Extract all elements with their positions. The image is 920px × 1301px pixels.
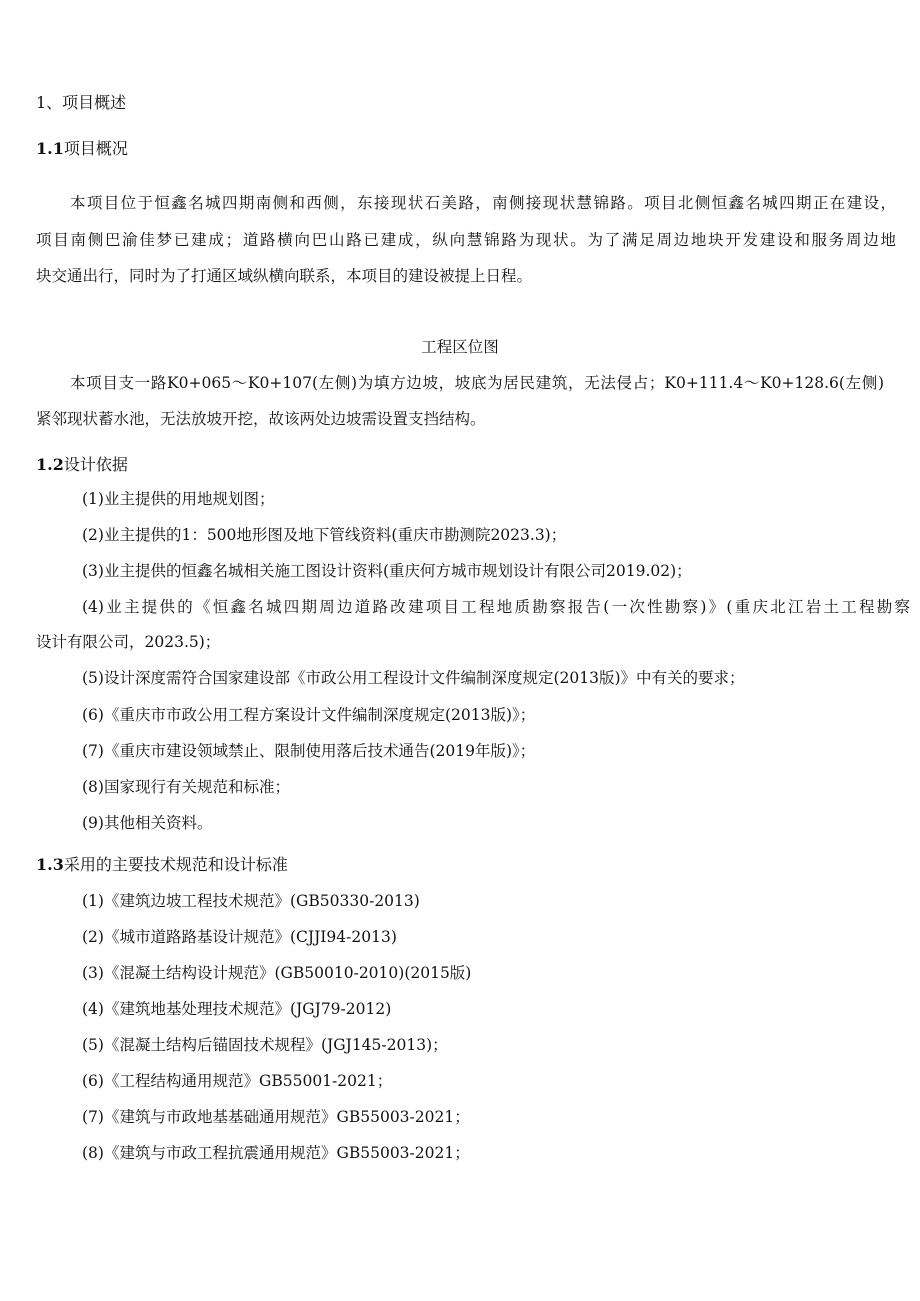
basis-item-3: (3)业主提供的恒鑫名城相关施工图设计资料(重庆何方城市规划设计有限公司2019.02)； [82,562,692,580]
basis-item-4-line2: 设计有限公司，2023.5)； [36,633,221,651]
standard-item-8: (8)《建筑与市政工程抗震通用规范》GB55003-2021； [82,1144,470,1162]
standard-item-3: (3)《混凝土结构设计规范》(GB50010-2010)(2015版) [82,964,472,982]
overview-para2-line2: 紧邻现状蓄水池，无法放坡开挖，故该两处边坡需设置支挡结构。 [36,410,486,428]
overview-para2-line1: 本项目支一路K0+065～K0+107(左侧)为填方边坡，坡底为居民建筑，无法侵占；K0+111.4～K0+128.6(左侧) [70,374,884,392]
section-1-2-heading [36,455,128,475]
overview-para1-line3: 块交通出行，同时为了打通区域纵横向联系，本项目的建设被提上日程。 [36,267,533,285]
basis-item-2: (2)业主提供的1：500地形图及地下管线资料(重庆市勘测院2023.3)； [82,526,567,544]
figure-caption: 工程区位图 [421,338,499,356]
section-1-3-number: 1.3 [36,855,64,874]
section-1-1-heading [36,139,128,159]
section-1-3-heading [36,855,288,875]
section-1-heading: 1、项目概述 [36,93,127,112]
standard-item-4: (4)《建筑地基处理技术规范》(JGJ79-2012) [82,1000,392,1018]
basis-item-4-line1: (4)业主提供的《恒鑫名城四期周边道路改建项目工程地质勘察报告(一次性勘察)》(重庆北江岩土工程勘察 [82,598,910,616]
basis-item-1: (1)业主提供的用地规划图； [82,490,275,508]
overview-para1-line2: 项目南侧巴渝佳梦已建成；道路横向巴山路已建成，纵向慧锦路为现状。为了满足周边地块开发建设和服务周边地 [36,231,896,249]
standard-item-1: (1)《建筑边坡工程技术规范》(GB50330-2013) [82,892,420,910]
section-1-2-title: 设计依据 [63,455,128,474]
basis-item-8: (8)国家现行有关规范和标准； [82,778,290,796]
section-1-2-number: 1.2 [36,455,64,474]
standard-item-7: (7)《建筑与市政地基基础通用规范》GB55003-2021； [82,1108,470,1126]
basis-item-6: (6)《重庆市市政公用工程方案设计文件编制深度规定(2013版)》； [82,706,536,724]
section-1-3-title: 采用的主要技术规范和设计标准 [63,855,288,874]
basis-item-9: (9)其他相关资料。 [82,814,213,832]
section-1-1-number: 1.1 [36,139,64,158]
standard-item-2: (2)《城市道路路基设计规范》(CJJI94-2013) [82,928,397,946]
section-1-1-title: 项目概况 [63,139,128,158]
basis-item-7: (7)《重庆市建设领域禁止、限制使用落后技术通告(2019年版)》； [82,742,536,760]
standard-item-5: (5)《混凝土结构后锚固技术规程》(JGJ145-2013)； [82,1036,448,1054]
overview-para1-line1: 本项目位于恒鑫名城四期南侧和西侧，东接现状石美路，南侧接现状慧锦路。项目北侧恒鑫名城四期正在建设， [70,194,896,212]
standard-item-6: (6)《工程结构通用规范》GB55001-2021； [82,1072,393,1090]
basis-item-5: (5)设计深度需符合国家建设部《市政公用工程设计文件编制深度规定(2013版)》中有关的要求； [82,669,745,687]
